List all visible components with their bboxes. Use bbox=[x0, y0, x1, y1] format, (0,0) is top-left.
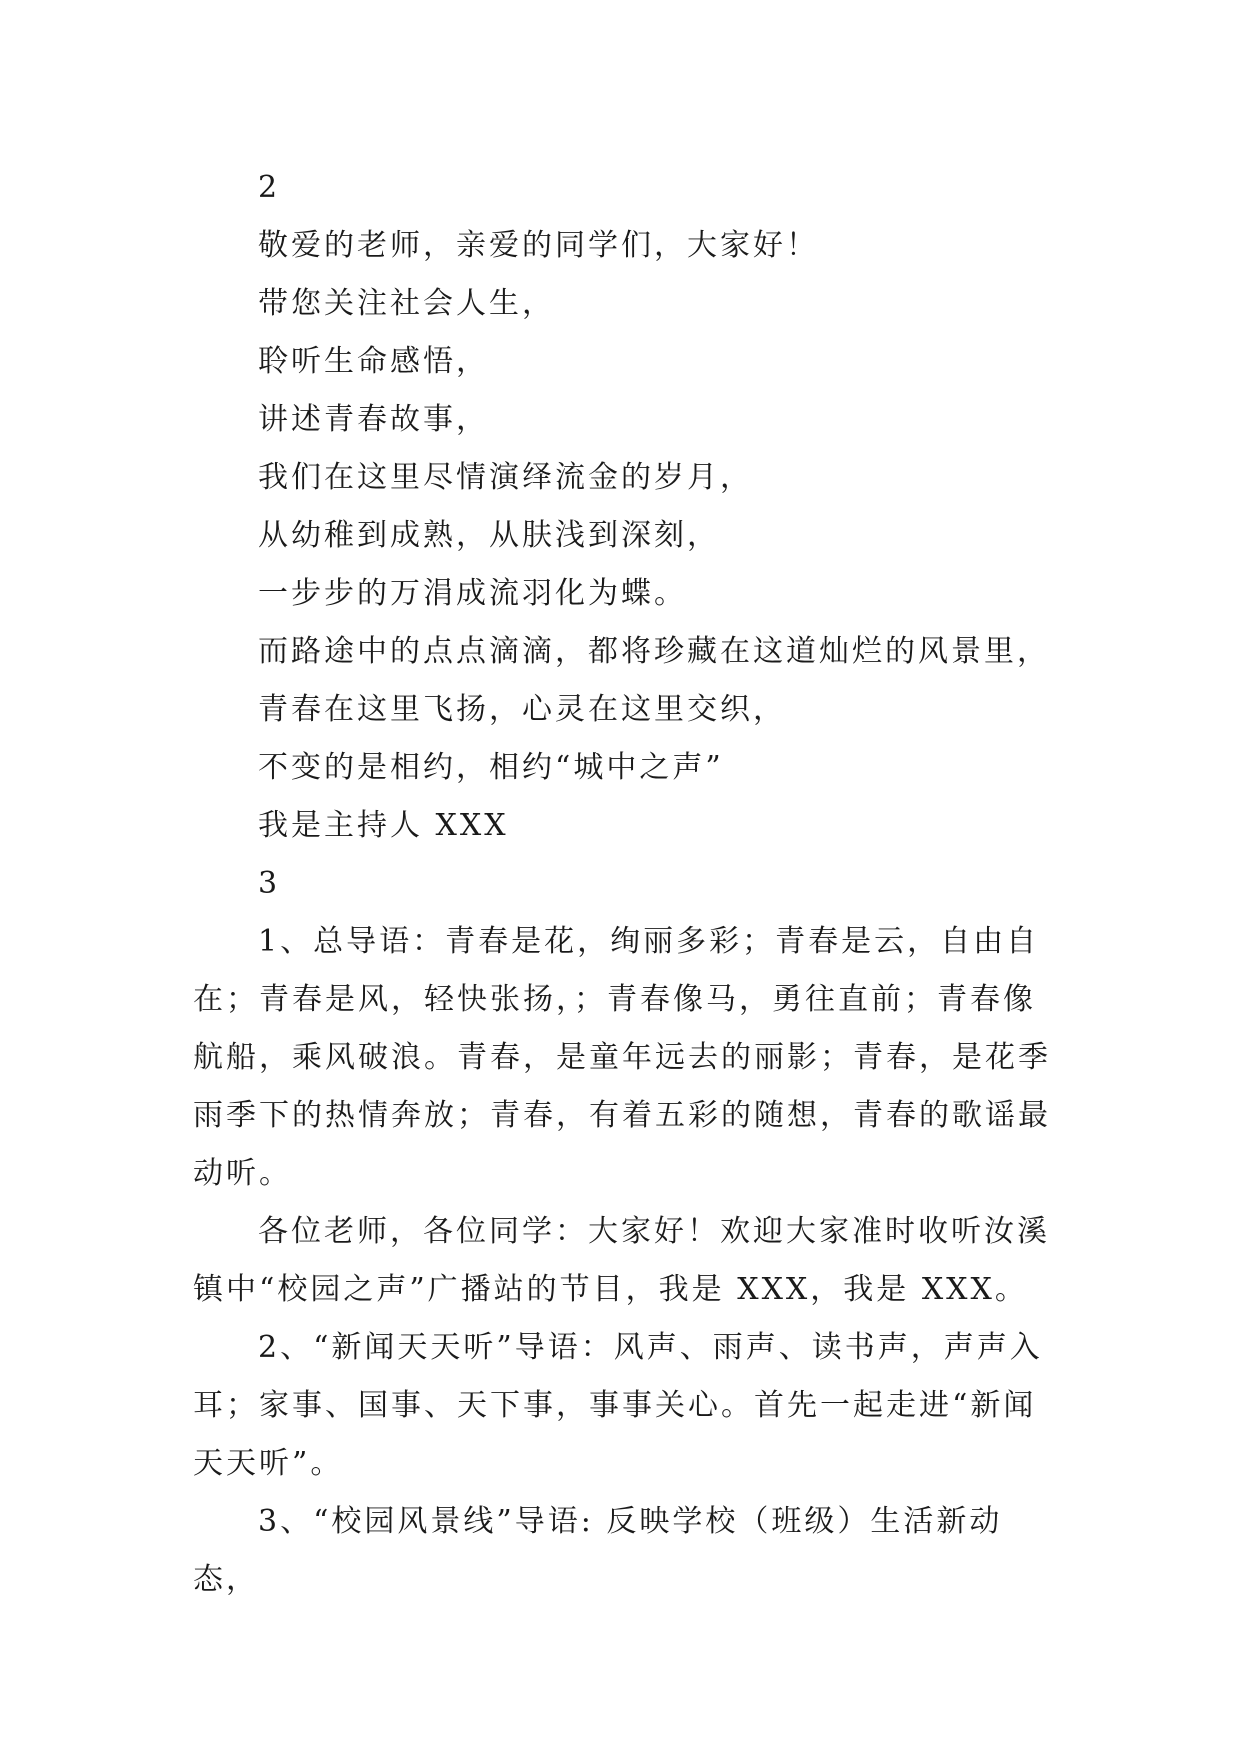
poem-line: 聆听生命感悟， bbox=[258, 344, 489, 379]
poem-line: 青春在这里飞扬，心灵在这里交织， bbox=[258, 692, 786, 727]
paragraph-news-intro: 2、“新闻天天听”导语：风声、雨声、读书声，声声入耳；家事、国事、天下事，事事关心。首先一起走进“新闻天天听”。 bbox=[193, 1330, 1043, 1481]
poem-line: 我们在这里尽情演绎流金的岁月， bbox=[258, 460, 753, 495]
greeting-line: 敬爱的老师，亲爱的同学们，大家好！ bbox=[258, 228, 819, 263]
paragraph-campus-intro: 3、“校园风景线”导语: 反映学校（班级）生活新动态， bbox=[193, 1504, 1003, 1597]
poem-line: 从幼稚到成熟，从肤浅到深刻， bbox=[258, 518, 720, 553]
poem-line: 而路途中的点点滴滴，都将珍藏在这道灿烂的风景里， bbox=[258, 634, 1050, 669]
poem-line: 带您关注社会人生， bbox=[258, 286, 555, 321]
poem-line: 不变的是相约，相约“城中之声” bbox=[258, 750, 724, 785]
host-line: 我是主持人 XXX bbox=[258, 808, 509, 843]
poem-line: 讲述青春故事， bbox=[258, 402, 489, 437]
paragraph-welcome: 各位老师，各位同学：大家好！欢迎大家准时收听汝溪镇中“校园之声”广播站的节目，我是 XXX，我是 XXX。 bbox=[193, 1214, 1050, 1307]
paragraph-general-intro: 1、总导语：青春是花，绚丽多彩；青春是云，自由自在；青春是风，轻快张扬，；青春像马，勇往直前；青春像航船，乘风破浪。青春，是童年远去的丽影；青春，是花季雨季下的热情奔放；青春，有着五彩的随想，青春的歌谣最动听。 bbox=[193, 924, 1051, 1191]
section-number-2: 2 bbox=[258, 170, 281, 205]
poem-line: 一步步的万涓成流羽化为蝶。 bbox=[258, 576, 687, 611]
section-number-3: 3 bbox=[258, 866, 281, 901]
